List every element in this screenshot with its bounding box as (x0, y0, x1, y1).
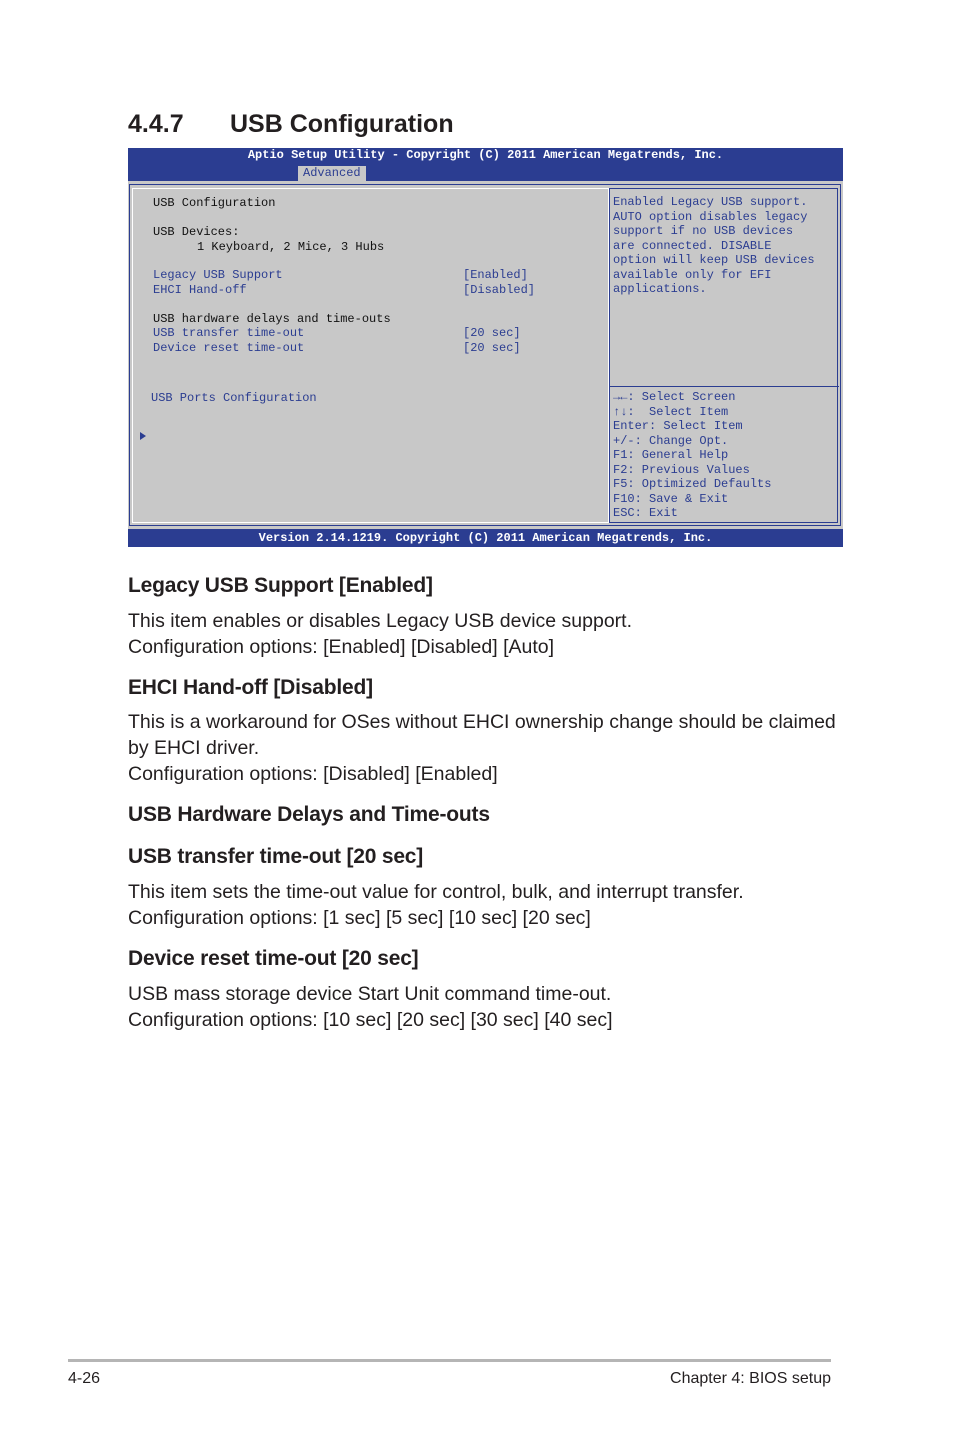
key-legend: →←: Select Screen ↑↓: Select Item Enter: Select Item +/-: Change Opt. F1: General Help F2: Previous Values F5: Optimized Defaults F10: Save & Exit ESC: Exit (613, 390, 772, 520)
legacy-usb-support-value[interactable]: [Enabled] (463, 268, 528, 282)
ehci-handoff-value[interactable]: [Disabled] (463, 283, 536, 297)
ehci-options: Configuration options: [Disabled] [Enabled] (128, 763, 498, 785)
legacy-usb-heading: Legacy USB Support [Enabled] (128, 574, 433, 597)
delays-heading: USB hardware delays and time-outs (153, 312, 391, 326)
device-reset-timeout-item[interactable]: Device reset time-out (153, 341, 305, 355)
transfer-timeout-heading: USB transfer time-out [20 sec] (128, 845, 424, 868)
bios-main-panel (132, 188, 609, 523)
usb-transfer-timeout-value[interactable]: [20 sec] (463, 326, 521, 340)
legacy-usb-support-item[interactable]: Legacy USB Support (153, 268, 283, 282)
section-title-text: USB Configuration (230, 110, 454, 138)
transfer-timeout-options: Configuration options: [1 sec] [5 sec] [10 sec] [20 sec] (128, 907, 591, 929)
delays-section-heading: USB Hardware Delays and Time-outs (128, 803, 490, 826)
usb-ports-config-item[interactable]: USB Ports Configuration (151, 391, 317, 405)
bios-footer: Version 2.14.1219. Copyright (C) 2011 American Megatrends, Inc. (128, 529, 843, 547)
page-number: 4-26 (68, 1370, 101, 1387)
device-reset-timeout-value[interactable]: [20 sec] (463, 341, 521, 355)
usb-devices-label: USB Devices: (153, 225, 240, 239)
ehci-handoff-item[interactable]: EHCI Hand-off (153, 283, 247, 297)
reset-timeout-heading: Device reset time-out [20 sec] (128, 947, 419, 970)
transfer-timeout-desc: This item sets the time-out value for control, bulk, and interrupt transfer. (128, 881, 744, 903)
ehci-desc-line2: by EHCI driver. (128, 737, 260, 759)
section-title (128, 110, 454, 139)
footer-rule (68, 1359, 831, 1362)
bios-help-panel (609, 188, 838, 523)
ehci-heading: EHCI Hand-off [Disabled] (128, 676, 373, 699)
usb-config-label: USB Configuration (153, 196, 276, 210)
chapter-label: Chapter 4: BIOS setup (670, 1370, 831, 1387)
tab-advanced[interactable]: Advanced (298, 166, 366, 181)
bios-header-title: Aptio Setup Utility - Copyright (C) 2011 American Megatrends, Inc. (247, 148, 724, 162)
submenu-arrow-icon (140, 432, 146, 440)
ehci-desc-line1: This is a workaround for OSes without EHCI ownership change should be claimed (128, 711, 836, 733)
help-divider (610, 386, 839, 387)
reset-timeout-desc: USB mass storage device Start Unit command time-out. (128, 983, 612, 1005)
bios-screenshot (128, 148, 843, 547)
bios-header (128, 148, 843, 181)
usb-devices-list: 1 Keyboard, 2 Mice, 3 Hubs (197, 240, 385, 254)
section-number: 4.4.7 (128, 110, 184, 138)
help-text: Enabled Legacy USB support. AUTO option disables legacy support if no USB devices are connected. DISABLE option will keep USB devices available only for EFI applications. (613, 195, 815, 296)
legacy-usb-desc: This item enables or disables Legacy USB device support. (128, 610, 633, 632)
legacy-usb-options: Configuration options: [Enabled] [Disabled] [Auto] (128, 636, 555, 658)
usb-transfer-timeout-item[interactable]: USB transfer time-out (153, 326, 305, 340)
reset-timeout-options: Configuration options: [10 sec] [20 sec] [30 sec] [40 sec] (128, 1009, 613, 1031)
